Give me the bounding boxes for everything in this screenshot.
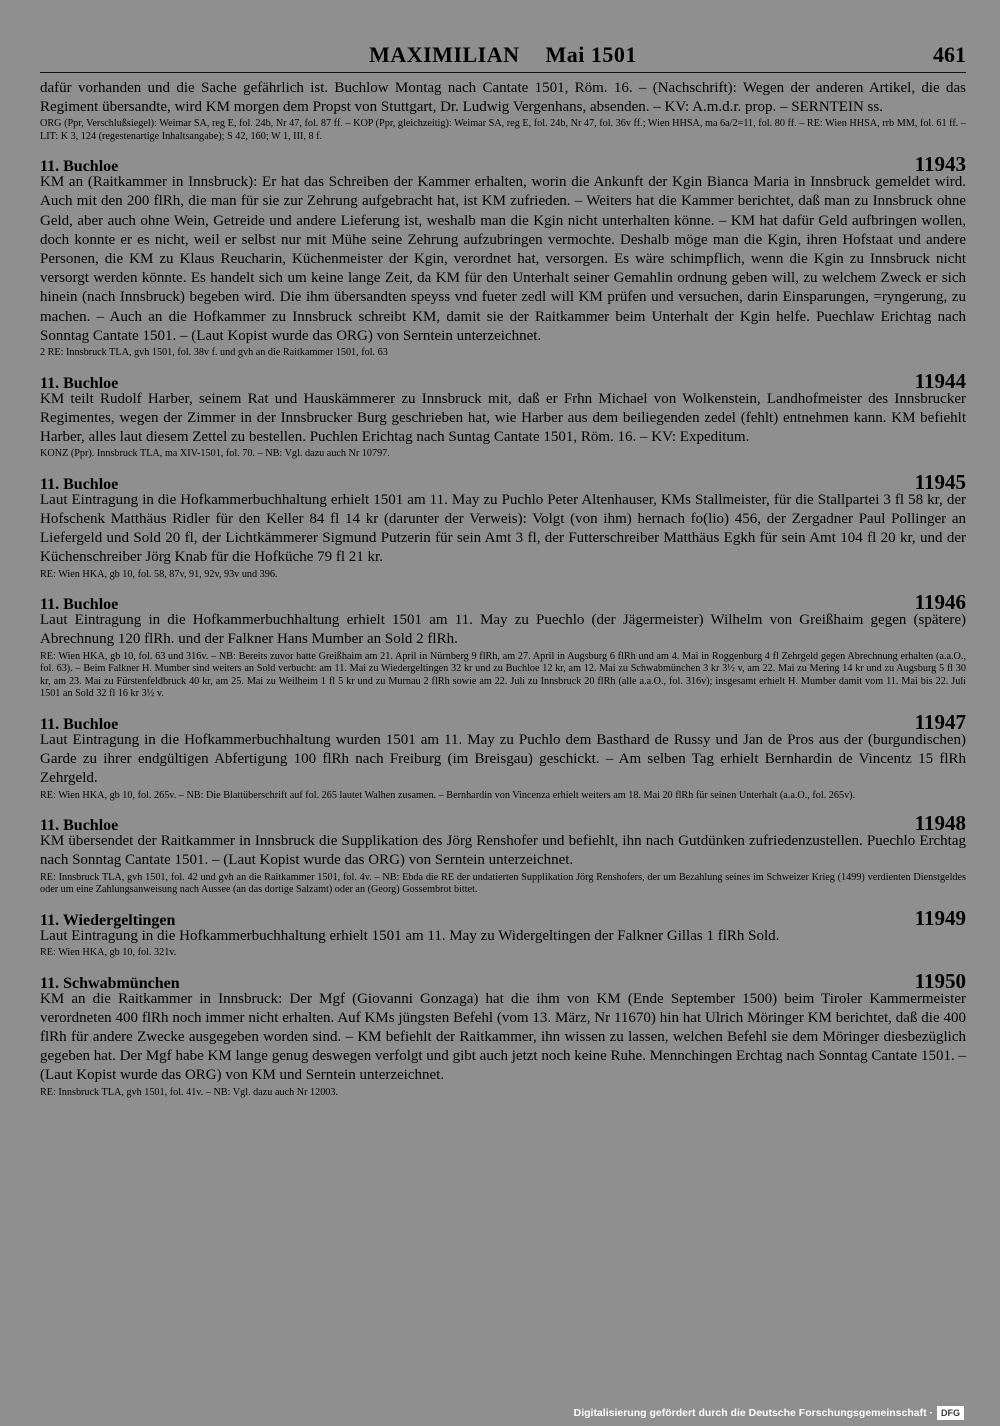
dfg-logo-icon: DFG (937, 1406, 964, 1420)
entry-place: 11. Buchloe (40, 374, 119, 392)
entry-text: Laut Eintragung in die Hofkammerbuchhaltung wurden 1501 am 11. May zu Puchlo dem Basthard de Russy und Jan de Pros aus der (burgundischen) Garde zu ihrer endgültigen Abfertigung 100 flRh nach Freiburg (im Breisgau) geschickt. – Am selben Tag erhielt Bernhardin de Vincentz 15 flRh Zehrgeld. (40, 732, 966, 787)
running-header (40, 38, 966, 73)
entry-number: 11944 (914, 368, 966, 393)
continued-text: dafür vorhanden und die Sache gefährlich ist. Buchlow Montag nach Cantate 1501, Röm. 16. – (Nachschrift): Wegen der anderen Artikel, die das Regiment übersandte, wird KM morgen dem Propst von Stuttgart, Dr. Ludwig Vergenhans, absenden. – KV: A.m.d.r. prop. – SERNTEIN ss. (40, 80, 966, 115)
entry-place: 11. Buchloe (40, 475, 119, 493)
header-date: Mai 1501 (545, 42, 637, 67)
entry-text: Laut Eintragung in die Hofkammerbuchhaltung erhielt 1501 am 11. May zu Widergeltingen der Falkner Gillas 1 flRh Sold. (40, 927, 780, 944)
entry-text: Laut Eintragung in die Hofkammerbuchhaltung erhielt 1501 am 11. May zu Puchlo Peter Altenhauser, KMs Stallmeister, für die Stallpartei 3 fl 58 kr, der Hofschenk Matthäus Ridler für den Keller 84 fl 14 kr (darunter der Verweis): Volgt (von ihm) hernach fo(lio) 456, der Zergadner Paul Pollinger an Liefergeld und Sold 20 fl, der Lichtkämmerer Sigmund Putzerin für sein Amt 3 fl, der Futterschreiber Matthäus Egkh für sein Amt 104 fl 20 kr, und der Küchenschreiber Jörg Knab für die Hofküche 79 fl 21 kr. (40, 491, 966, 566)
regest-entry (40, 369, 966, 461)
entry-text: KM an die Raitkammer in Innsbruck: Der Mgf (Giovanni Gonzaga) hat die ihm von KM (Ende September 1500) beim Tiroler Kammermeister verordneten 400 flRh noch immer nicht erhalten. Auf KMs jüngsten Befehl (vom 13. März, Nr 11670) hin hat Ulrich Möringer KM berichtet, daß die 400 flRh für andere Zwecke ausgegeben worden sind. – KM befiehlt der Raitkammer, ihn wissen zu lassen, welchen Befehl sie dem Möringer diesbezüglich gegeben hat. Der Mgf habe KM lange genug deswegen verfolgt und gibt auch jetzt noch keine Ruhe. Mennchingen Erchtag nach Sonntag Cantate 1501. – (Laut Kopist wurde das ORG) von KM und Serntein unterzeichnet. (40, 990, 966, 1084)
entry-place: 11. Buchloe (40, 596, 119, 614)
entry-source-note: RE: Wien HKA, gb 10, fol. 63 und 316v. – NB: Bereits zuvor hatte Greißhaim am 21. April in Nürnberg 9 flRh, am 27. April in Augsburg 6 flRh und am 4. Mai in Roggenburg 4 fl Zehrgeld gegen Abrechnung erhalten (a.a.O., fol. 63). – Beim Falkner H. Mumber sind weiters an Sold verbucht: am 11. Mai zu Wiedergeltingen 32 kr und zu Buchloe 12 kr, am 12. Mai zu Schwabmünchen 3 kr 3½ v, am 22. Mai zu Mering 14 kr und zu Augsburg 5 fl 30 kr, am 23. Mai zu Fürstenfeldbruck 40 kr, am 25. Mai zu Weilheim 1 fl 5 kr und zu Murnau 2 flRh sowie am 22. Juli zu Innsbruck 20 flRh (alle a.a.O., fol. 316v); insgesamt erhielt H. Mumber damit vom 11. Mai bis 22. Juli 1501 an Sold 32 fl 16 kr 3½ v. (40, 650, 966, 700)
entry-place: 11. Wiedergeltingen (40, 911, 176, 929)
regest-entry (40, 152, 966, 359)
entry-source-note: 2 RE: Innsbruck TLA, gvh 1501, fol. 38v f. und gvh an die Raitkammer 1501, fol. 63 (40, 347, 388, 359)
header-title: MAXIMILIAN (369, 42, 520, 67)
entry-number: 11947 (914, 710, 966, 734)
entry-text: KM teilt Rudolf Harber, seinem Rat und Hauskämmerer zu Innsbruck mit, daß er Frhn Michael von Wolkenstein, Landhofmeister des Innsbrucker Regimentes, wegen der Zimmer in der Innsbrucker Burg geschrieben hat, wie Harber aus dem beiliegenden zedel (fehlt) entnehmen kann. KM befiehlt Harber, alles laut diesem Zettel zu bestellen. Puchlen Erichtag nach Suntag Cantate 1501, Röm. 16. – KV: Expeditum. (40, 390, 966, 446)
entry-source-note: RE: Innsbruck TLA, gvh 1501, fol. 41v. – NB: Vgl. dazu auch Nr 12003. (40, 1086, 339, 1098)
digitization-credit (574, 1406, 964, 1420)
entry-place: 11. Schwabmünchen (40, 974, 180, 992)
page-number: 461 (933, 42, 966, 67)
entry-source-note: RE: Wien HKA, gb 10, fol. 321v. (40, 947, 177, 958)
regest-entry (40, 969, 966, 1100)
entry-number: 11950 (914, 968, 966, 993)
regest-entry (40, 590, 966, 701)
entry-place: 11. Buchloe (40, 158, 119, 176)
entry-number: 11943 (914, 152, 966, 177)
credit-text: Digitalisierung gefördert durch die Deutsche Forschungsgemeinschaft · (573, 1407, 933, 1419)
entry-text: KM an (Raitkammer in Innsbruck): Er hat das Schreiben der Kammer erhalten, worin die Ankunft der Kgin Bianca Maria in Innsbruck gemeldet wird. Auch mit den 200 flRh, die man für sie zur Zehrung aufgebracht hat, ist KM zufrieden. – Weiters hat die Kammer berichtet, daß man zu Innsbruck ohne Geld, aber auch ohne Wein, Getreide und andere Lieferung ist, weshalb man die Kgin nicht unterhalten könne. – KM hat dafür Geld aufbringen wollen, doch konnte er es nicht, weil er selbst nur mit Mühe seine Zehrung aufzubringen vermochte. Deshalb möge man die Kgin, ihren Hofstaat und andere Personen, die KM zu Klaus Reucharin, Küchenmeister der Kgin, verordnet hat, versorgen. Es wäre schimpflich, wenn die Kgin zu Innsbruck nicht versorgt werden könnte. Es handelt sich um keine lange Zeit, da KM für den Unterhalt seiner Gemahlin ordnung geben will, zu welchem Zweck er sich hinein (nach Innsbruck) begeben wird. Die ihm übersandten speyss vnd fueter zedl will KM prüfen und versuchen, darin Einsparungen, =ryngerung, zu machen. – Auch an die Hofkammer zu Innsbruck schreibt KM, damit sie der Raitkammer beim Unterhalt der Kgin helfe. Puechlaw Erichtag nach Sonntag Cantate 1501. – (Laut Kopist wurde das ORG) von Serntein unterzeichnet. (40, 174, 966, 344)
running-title (40, 42, 966, 68)
entry-number: 11945 (914, 469, 966, 494)
entry-number: 11946 (914, 590, 966, 615)
regest-entry (40, 470, 966, 581)
entry-source-note: RE: Innsbruck TLA, gvh 1501, fol. 42 und gvh an die Raitkammer 1501, fol. 4v. – NB: Ebda die RE der undatierten Supplikation Jörg Renshofers, der um Bezahlung seines im Schweizer Krieg (1499) verdienten Dienstgeldes oder um eine Zahlungsanweisung nach Aussee (an das dortige Salzamt) oder an (Georg) Gossembrot bittet. (40, 871, 966, 896)
regest-entry (40, 811, 966, 897)
regest-entry (40, 710, 966, 802)
intro-source-note: ORG (Ppr, Verschlußsiegel): Weimar SA, reg E, fol. 24b, Nr 47, fol. 87 ff. – KOP (Ppr, gleichzeitig): Weimar SA, reg E, fol. 24b, Nr 47, fol. 36v ff.; Wien HHSA, ma 6a/2=11, fol. 80 ff. – RE: Wien HHSA, rrb MM, fol. 61 ff. – LIT: K 3, 124 (regestenartige Inhaltsangabe); S 42, 160; W 1, III, 8 f. (40, 118, 966, 142)
entry-source-note: KONZ (Ppr). Innsbruck TLA, ma XIV-1501, fol. 70. – NB: Vgl. dazu auch Nr 10797. (40, 448, 390, 460)
entry-number: 11948 (914, 811, 966, 836)
entry-text: Laut Eintragung in die Hofkammerbuchhaltung erhielt 1501 am 11. May zu Puechlo (der Jägermeister) Wilhelm von Greißhaim gegen (spätere) Abrechnung 120 flRh. und der Falkner Hans Mumber an Sold 2 flRh. (40, 612, 966, 648)
entry-text: KM übersendet der Raitkammer in Innsbruck die Supplikation des Jörg Renshofer und befiehlt, ihn nach Gutdünken zufriedenzustellen. Puechlo Erchtag nach Sonntag Cantate 1501. – (Laut Kopist wurde das ORG) von Serntein unterzeichnet. (40, 833, 966, 869)
entry-number: 11949 (914, 905, 966, 930)
entry-source-note: RE: Wien HKA, gb 10, fol. 265v. – NB: Die Blattüberschrift auf fol. 265 lautet Walhen zusamen. – Bernhardin von Vincenza erhielt weiters am 18. Mai 20 flRh für seinen Unterhalt (a.a.O., fol. 265v). (40, 789, 856, 801)
entry-source-note: RE: Wien HKA, gb 10, fol. 58, 87v, 91, 92v, 93v und 396. (40, 568, 278, 580)
entry-place: 11. Buchloe (40, 817, 119, 835)
entry-place: 11. Buchloe (40, 716, 119, 733)
regest-entry (40, 906, 966, 960)
document-page (40, 38, 966, 1099)
